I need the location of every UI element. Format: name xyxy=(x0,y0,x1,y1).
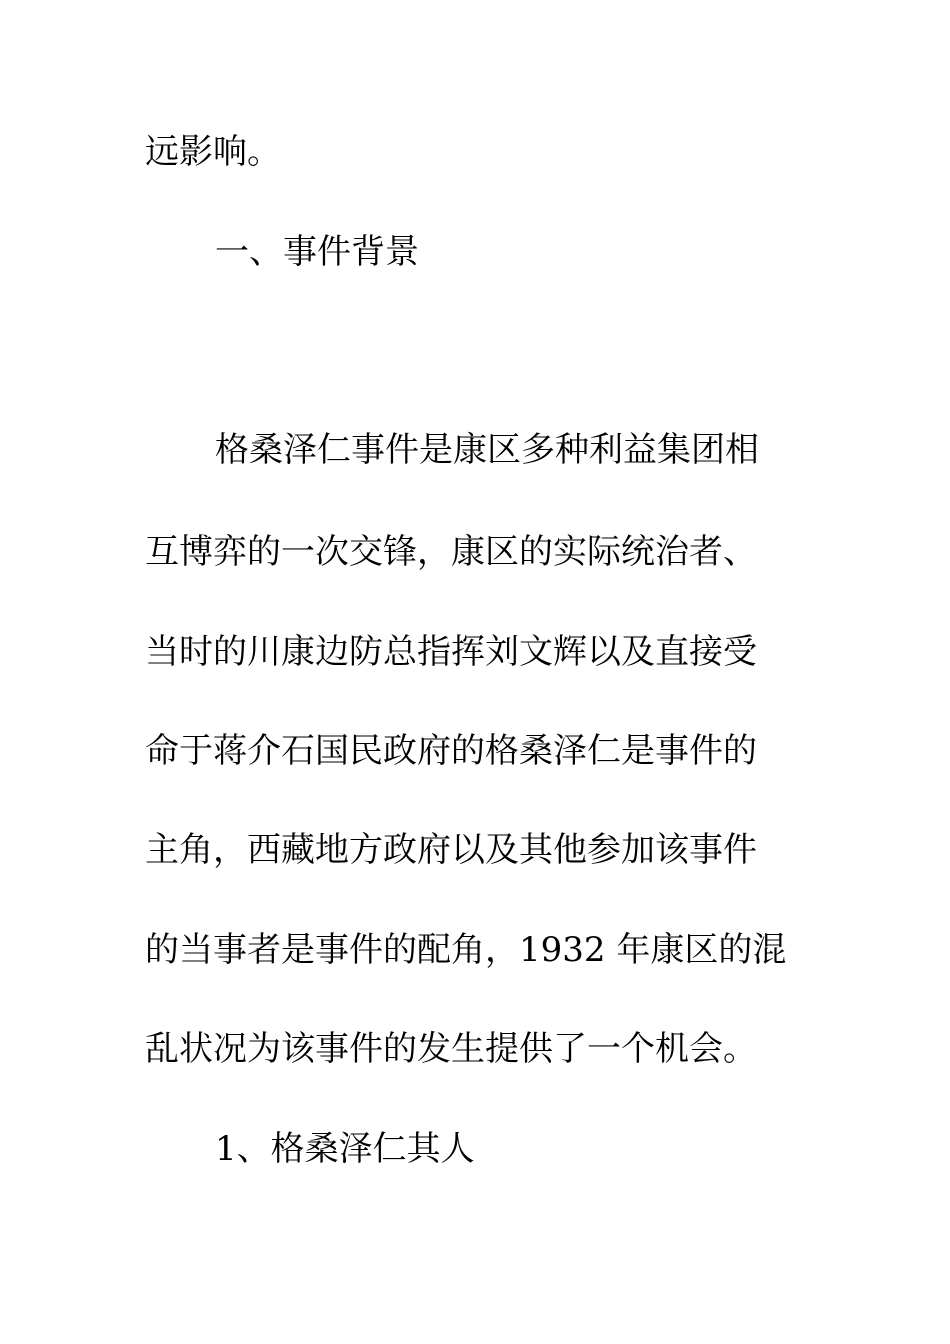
body-line-4: 命于蒋介石国民政府的格桑泽仁是事件的 xyxy=(145,731,757,771)
body-line-6: 的当事者是事件的配角，1932 年康区的混 xyxy=(145,930,787,970)
section-heading: 一、事件背景 xyxy=(215,232,419,272)
body-line-2: 互博弈的一次交锋，康区的实际统治者、 xyxy=(145,532,757,572)
body-line-3: 当时的川康边防总指挥刘文辉以及直接受 xyxy=(145,632,757,672)
body-line-1: 格桑泽仁事件是康区多种利益集团相 xyxy=(215,430,759,470)
subsection-heading: 1、格桑泽仁其人 xyxy=(215,1129,475,1169)
body-line-7: 乱状况为该事件的发生提供了一个机会。 xyxy=(145,1029,757,1069)
paragraph-tail-line: 远影响。 xyxy=(145,132,281,172)
body-line-5: 主角，西藏地方政府以及其他参加该事件 xyxy=(145,830,757,870)
